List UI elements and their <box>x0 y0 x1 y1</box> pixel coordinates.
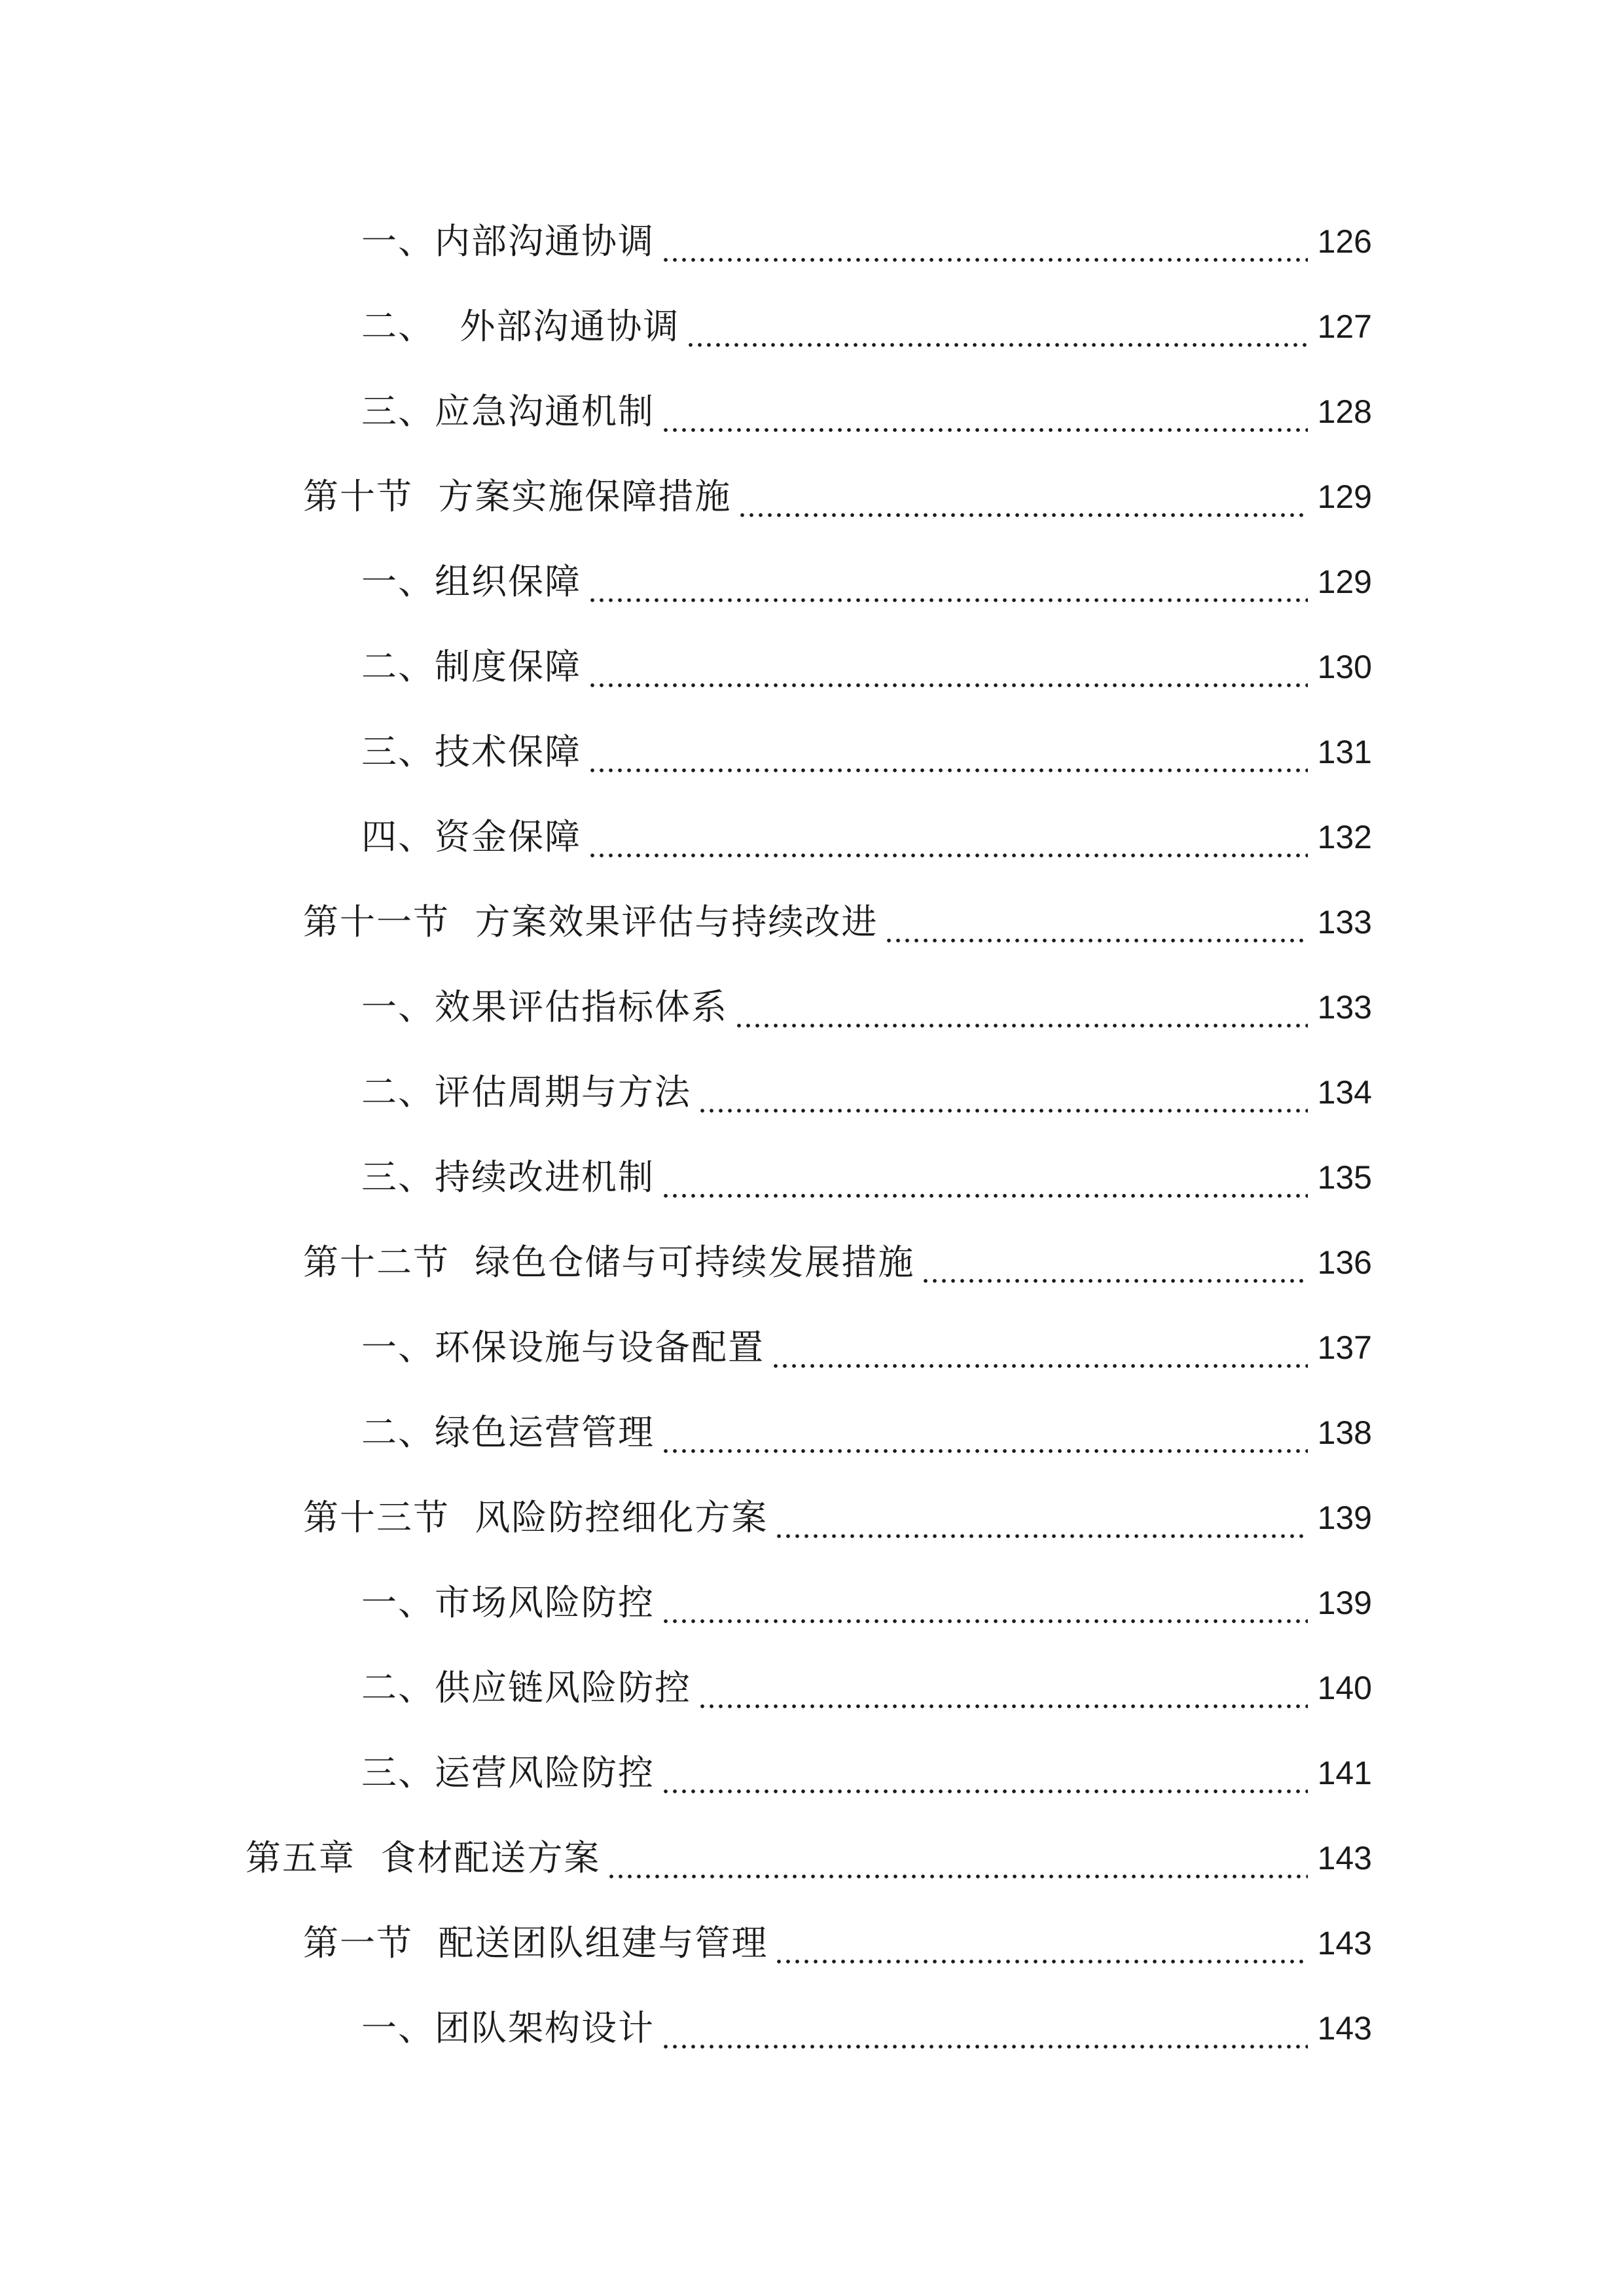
toc-entry-title: 第十三节 风险防控细化方案 <box>303 1497 768 1538</box>
toc-page-number: 134 <box>1317 1074 1372 1111</box>
toc-entry[interactable] <box>0 624 1624 709</box>
toc-entry[interactable] <box>0 1986 1624 2071</box>
table-of-contents <box>0 199 1624 2071</box>
dot-leader <box>686 340 1308 350</box>
dot-leader <box>588 681 1308 690</box>
toc-entry[interactable] <box>0 965 1624 1050</box>
dot-leader <box>661 1617 1308 1626</box>
dot-leader <box>921 1276 1308 1285</box>
toc-page-number: 135 <box>1317 1159 1372 1196</box>
toc-entry-title: 三、运营风险防控 <box>361 1752 655 1793</box>
toc-entry-title: 二、 外部沟通协调 <box>361 306 680 347</box>
dot-leader <box>698 1702 1308 1711</box>
dot-leader <box>698 1106 1308 1115</box>
toc-entry-title: 四、资金保障 <box>361 816 581 857</box>
toc-page-number: 143 <box>1317 1840 1372 1876</box>
toc-entry-title: 第五章 食材配送方案 <box>245 1837 601 1878</box>
toc-entry[interactable] <box>0 454 1624 539</box>
dot-leader <box>661 1191 1308 1200</box>
toc-entry[interactable] <box>0 1475 1624 1560</box>
toc-entry-title: 二、绿色运营管理 <box>361 1412 655 1453</box>
toc-entry-title: 第十节 方案实施保障措施 <box>303 476 732 517</box>
toc-entry-title: 一、组织保障 <box>361 561 581 602</box>
toc-entry[interactable] <box>0 1390 1624 1475</box>
toc-entry-title: 一、团队架构设计 <box>361 2007 655 2049</box>
toc-entry-title: 第一节 配送团队组建与管理 <box>303 1922 768 1964</box>
toc-page-number: 140 <box>1317 1670 1372 1706</box>
toc-entry-title: 一、效果评估指标体系 <box>361 986 728 1028</box>
dot-leader <box>661 1787 1308 1796</box>
toc-entry-title: 一、市场风险防控 <box>361 1582 655 1623</box>
toc-entry[interactable] <box>0 1816 1624 1901</box>
toc-entry-title: 第十一节 方案效果评估与持续改进 <box>303 901 878 942</box>
toc-entry-title: 一、环保设施与设备配置 <box>361 1327 765 1368</box>
dot-leader <box>607 1872 1308 1881</box>
toc-entry[interactable] <box>0 795 1624 880</box>
toc-entry-title: 三、持续改进机制 <box>361 1157 655 1198</box>
toc-entry[interactable] <box>0 284 1624 369</box>
toc-page-number: 128 <box>1317 393 1372 430</box>
toc-entry[interactable] <box>0 1731 1624 1816</box>
toc-page-number: 141 <box>1317 1755 1372 1791</box>
toc-page-number: 130 <box>1317 649 1372 685</box>
toc-page-number: 136 <box>1317 1244 1372 1281</box>
toc-page-number: 133 <box>1317 904 1372 941</box>
toc-page-number: 137 <box>1317 1329 1372 1366</box>
toc-entry[interactable] <box>0 880 1624 965</box>
dot-leader <box>588 766 1308 775</box>
toc-entry[interactable] <box>0 199 1624 284</box>
dot-leader <box>588 851 1308 860</box>
toc-entry-title: 一、内部沟通协调 <box>361 221 655 262</box>
dot-leader <box>661 425 1308 435</box>
toc-page-number: 129 <box>1317 564 1372 600</box>
toc-entry[interactable] <box>0 369 1624 454</box>
toc-entry-title: 三、应急沟通机制 <box>361 391 655 432</box>
toc-entry[interactable] <box>0 1050 1624 1135</box>
toc-entry[interactable] <box>0 1901 1624 1986</box>
toc-page-number: 138 <box>1317 1414 1372 1451</box>
toc-page-number: 139 <box>1317 1585 1372 1621</box>
toc-entry-title: 二、制度保障 <box>361 646 581 687</box>
toc-page-number: 131 <box>1317 734 1372 770</box>
toc-page-number: 127 <box>1317 308 1372 345</box>
toc-page-number: 132 <box>1317 819 1372 855</box>
toc-entry[interactable] <box>0 1560 1624 1645</box>
dot-leader <box>734 1021 1308 1030</box>
toc-entry[interactable] <box>0 709 1624 795</box>
dot-leader <box>661 2042 1308 2051</box>
toc-page-number: 139 <box>1317 1499 1372 1536</box>
toc-entry[interactable] <box>0 1305 1624 1390</box>
toc-entry-title: 第十二节 绿色仓储与可持续发展措施 <box>303 1242 915 1283</box>
toc-entry-title: 三、技术保障 <box>361 731 581 772</box>
toc-entry-title: 二、供应链风险防控 <box>361 1667 691 1708</box>
dot-leader <box>588 596 1308 605</box>
dot-leader <box>774 1957 1308 1966</box>
dot-leader <box>771 1361 1308 1371</box>
toc-entry[interactable] <box>0 1135 1624 1220</box>
dot-leader <box>774 1532 1308 1541</box>
dot-leader <box>661 255 1308 264</box>
dot-leader <box>661 1446 1308 1456</box>
toc-entry[interactable] <box>0 1645 1624 1731</box>
toc-page-number: 129 <box>1317 478 1372 515</box>
toc-page-number: 143 <box>1317 2010 1372 2047</box>
toc-entry[interactable] <box>0 539 1624 624</box>
dot-leader <box>884 936 1308 945</box>
dot-leader <box>738 511 1308 520</box>
toc-entry-title: 二、评估周期与方法 <box>361 1071 691 1113</box>
toc-page-number: 126 <box>1317 223 1372 260</box>
toc-entry[interactable] <box>0 1220 1624 1305</box>
toc-page-number: 133 <box>1317 989 1372 1026</box>
toc-page-number: 143 <box>1317 1925 1372 1962</box>
